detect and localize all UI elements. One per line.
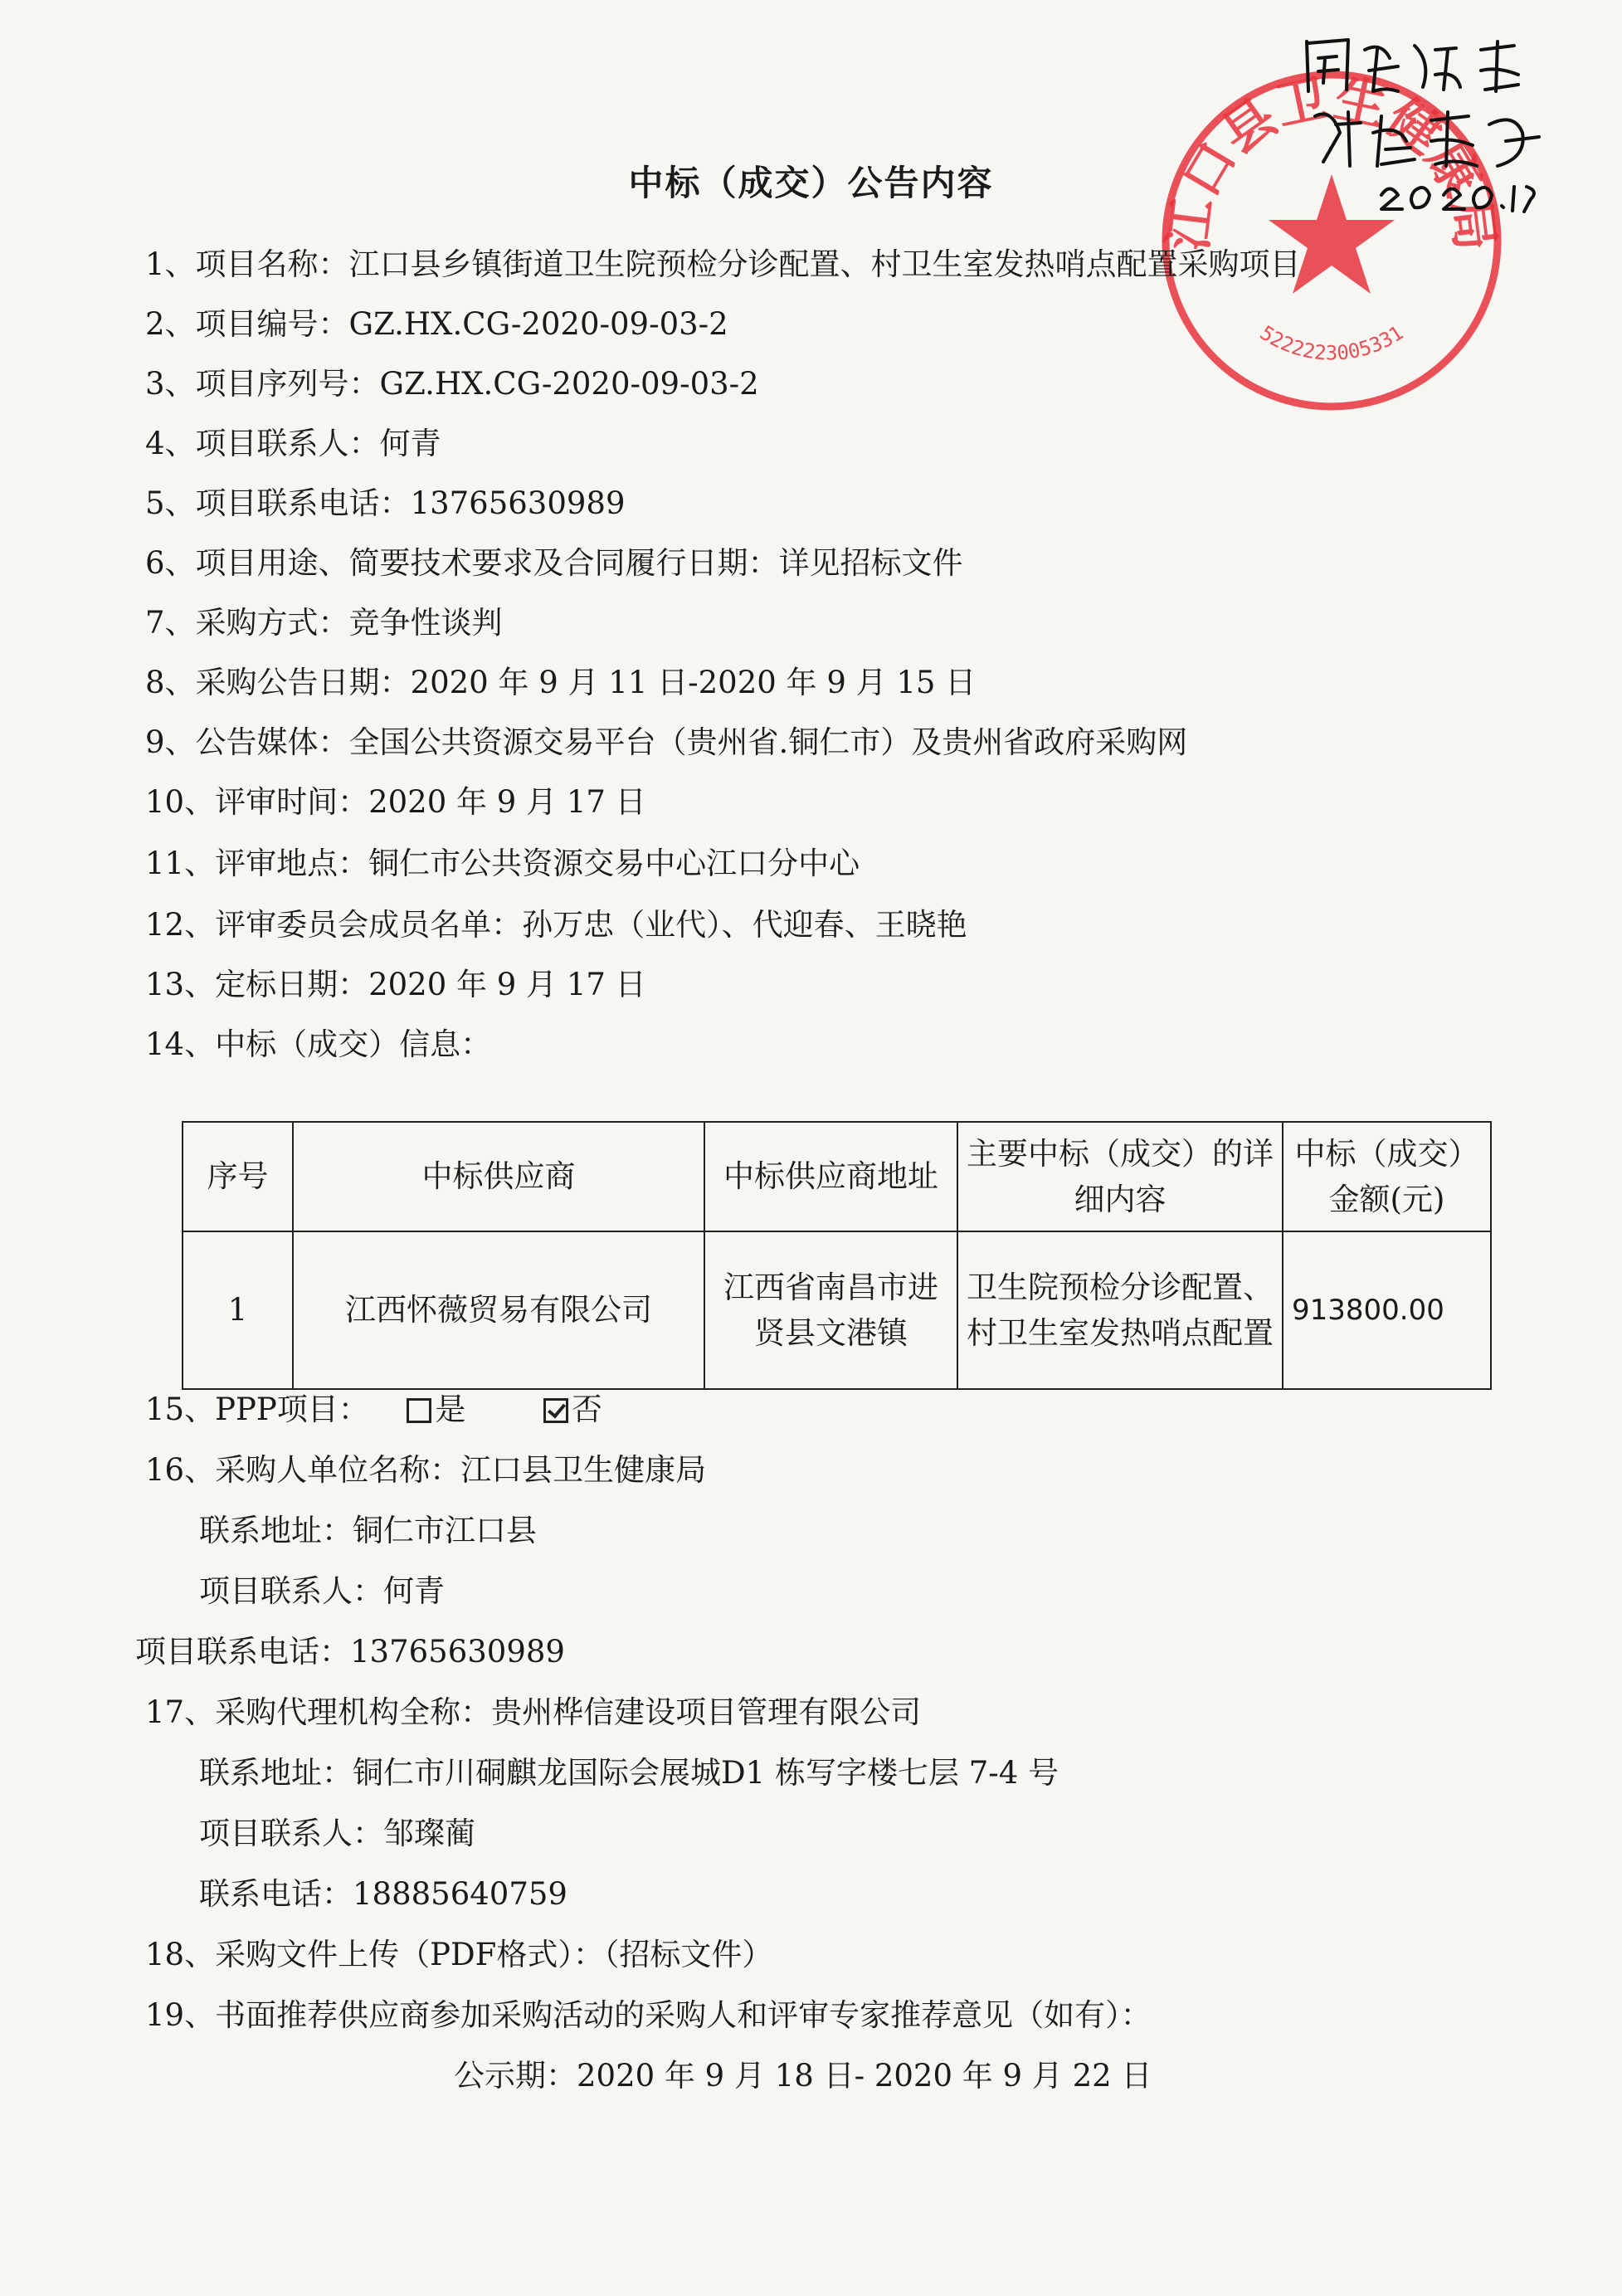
ppp-no-checkbox[interactable]: [543, 1398, 568, 1423]
item-award-info: 14、中标（成交）信息：: [145, 1026, 492, 1062]
item-procurement-file: 18、采购文件上传（PDF格式）：（招标文件）: [145, 1937, 773, 1972]
publicity-period: 公示期：2020 年 9 月 18 日- 2020 年 9 月 22 日: [454, 2058, 1152, 2094]
item-review-time: 10、评审时间：2020 年 9 月 17 日: [145, 784, 646, 820]
purchaser-address: 联系地址：铜仁市江口县: [199, 1513, 537, 1548]
cell-amount: 913800.00: [1283, 1231, 1491, 1389]
item-ppp: [145, 1392, 602, 1428]
purchaser-contact: 项目联系人：何青: [199, 1573, 445, 1609]
item-project-number: 2、项目编号：GZ.HX.CG-2020-09-03-2: [145, 306, 728, 342]
agency-address: 联系地址：铜仁市川硐麒龙国际会展城D1 栋写字楼七层 7-4 号: [199, 1755, 1059, 1791]
svg-text:江口县卫生健康局: 江口县卫生健康局: [1157, 67, 1506, 254]
item-project-contact: 4、项目联系人：何青: [145, 426, 441, 461]
item-recommendation: 19、书面推荐供应商参加采购活动的采购人和评审专家推荐意见（如有）：: [145, 1997, 1152, 2033]
item-review-location: 11、评审地点：铜仁市公共资源交易中心江口分中心: [145, 846, 860, 881]
cell-supplier: 江西怀薇贸易有限公司: [293, 1231, 704, 1389]
item-agency-name: 17、采购代理机构全称：贵州桦信建设项目管理有限公司: [145, 1694, 922, 1730]
item-purchaser-name: 16、采购人单位名称：江口县卫生健康局: [145, 1452, 707, 1488]
item-project-name: 1、项目名称：江口县乡镇街道卫生院预检分诊配置、村卫生室发热哨点配置采购项目: [145, 246, 1301, 282]
item-project-phone: 5、项目联系电话：13765630989: [145, 485, 626, 521]
table-row: [183, 1231, 1491, 1389]
item-procurement-method: 7、采购方式：竞争性谈判: [145, 605, 503, 641]
item-announcement-media: 9、公告媒体：全国公共资源交易平台（贵州省.铜仁市）及贵州省政府采购网: [145, 724, 1188, 760]
header-address: 中标供应商地址: [704, 1122, 957, 1231]
cell-no: 1: [183, 1231, 293, 1389]
header-supplier: 中标供应商: [293, 1122, 704, 1231]
item-award-date: 13、定标日期：2020 年 9 月 17 日: [145, 967, 646, 1002]
svg-text:5222223005331: 5222223005331: [1255, 320, 1408, 365]
item-announcement-date: 8、采购公告日期：2020 年 9 月 11 日-2020 年 9 月 15 日: [145, 665, 977, 700]
header-no: 序号: [183, 1122, 293, 1231]
ppp-label: 15、PPP项目：: [145, 1392, 369, 1427]
ppp-no-label: 否: [571, 1392, 602, 1427]
item-project-serial: 3、项目序列号：GZ.HX.CG-2020-09-03-2: [145, 366, 759, 402]
table-header-row: [183, 1122, 1491, 1231]
agency-contact: 项目联系人：邹璨蔺: [199, 1816, 475, 1851]
header-amount: 中标（成交）金额(元): [1283, 1122, 1491, 1231]
purchaser-phone: 项目联系电话：13765630989: [135, 1634, 565, 1670]
item-review-committee: 12、评审委员会成员名单：孙万忠（业代）、代迎春、王晓艳: [145, 907, 967, 943]
agency-phone: 联系电话：18885640759: [199, 1876, 567, 1912]
ppp-yes-checkbox[interactable]: [407, 1398, 431, 1423]
award-table: [182, 1121, 1492, 1390]
ppp-yes-label: 是: [435, 1392, 466, 1427]
header-detail: 主要中标（成交）的详细内容: [957, 1122, 1283, 1231]
document-title: 中标（成交）公告内容: [628, 163, 994, 203]
cell-detail: 卫生院预检分诊配置、村卫生室发热哨点配置: [957, 1231, 1283, 1389]
item-project-usage: 6、项目用途、简要技术要求及合同履行日期：详见招标文件: [145, 545, 963, 581]
cell-address: 江西省南昌市进贤县文港镇: [704, 1231, 957, 1389]
